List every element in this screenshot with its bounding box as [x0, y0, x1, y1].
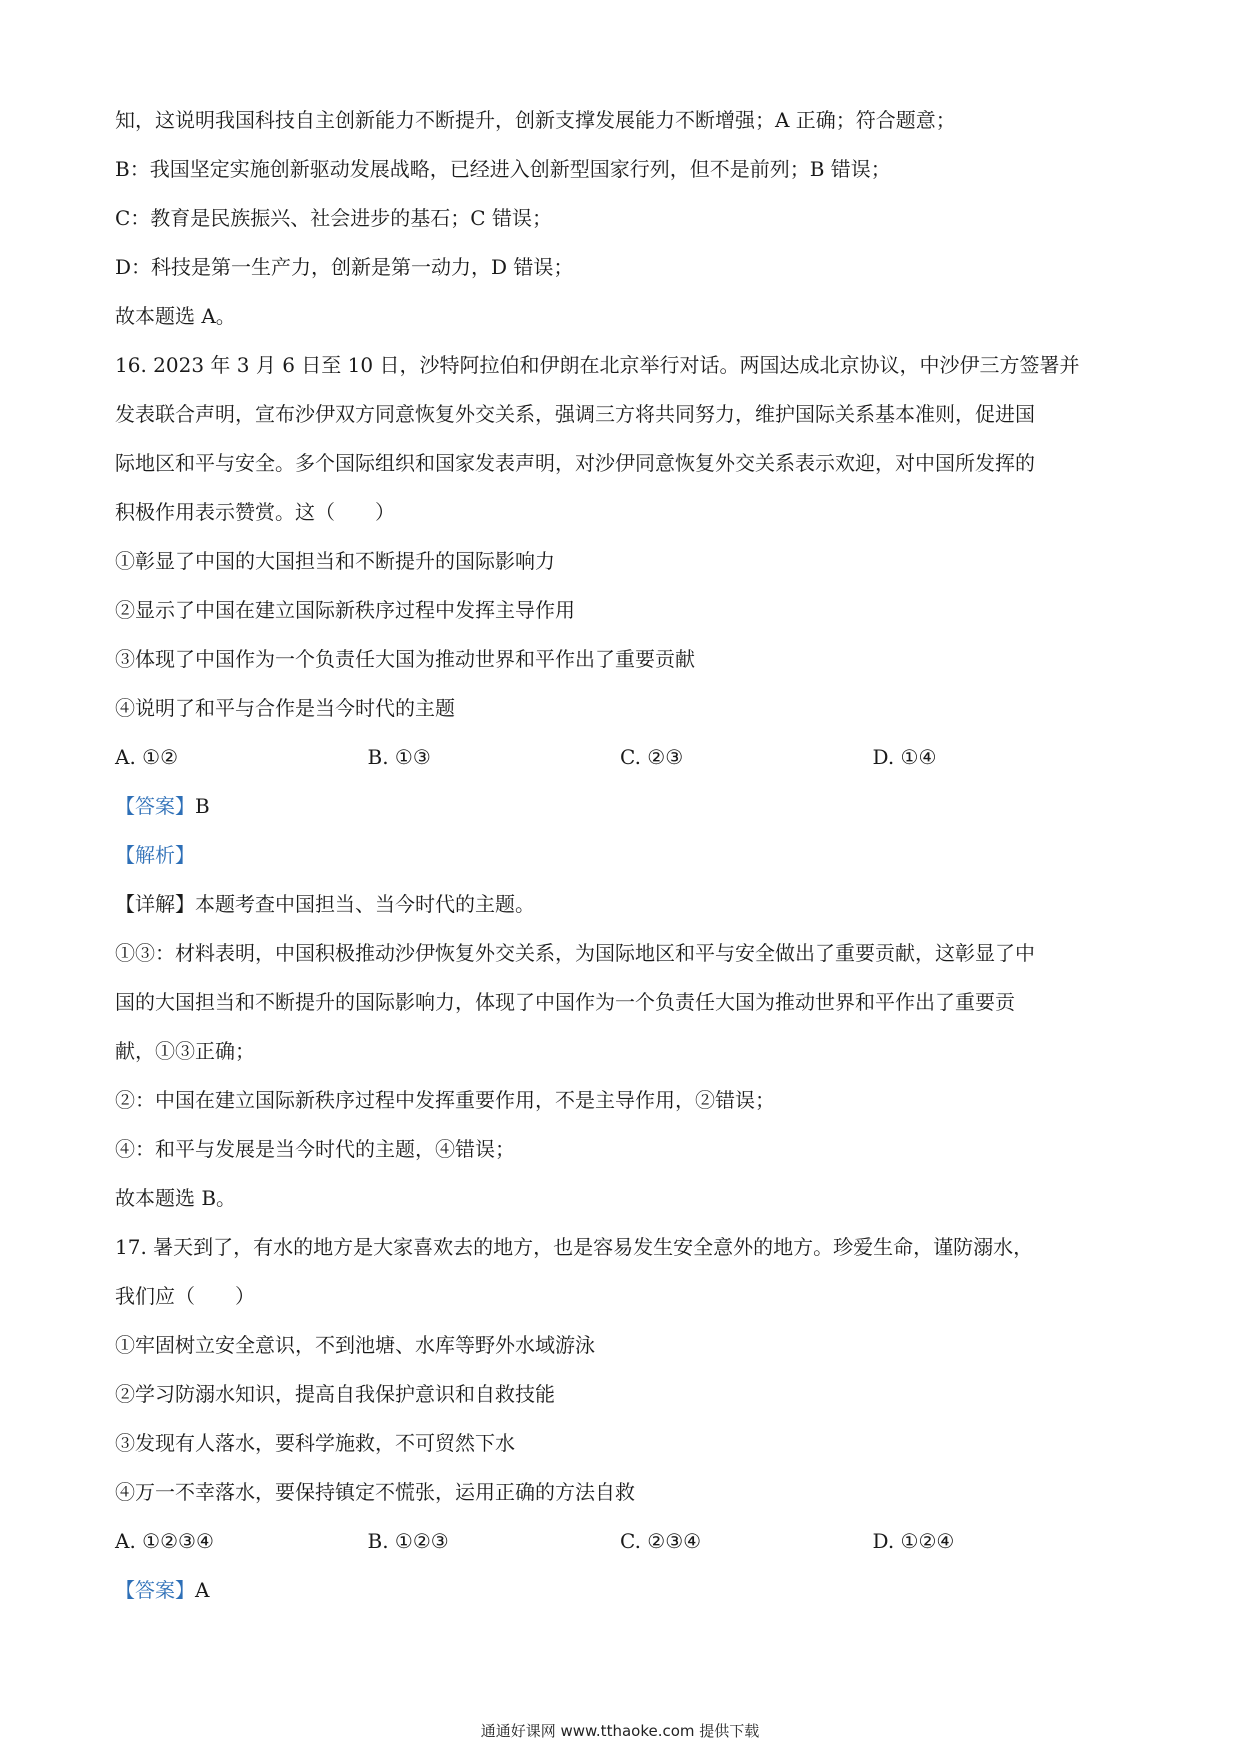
q16-statement: ④说明了和平与合作是当今时代的主题: [115, 696, 455, 720]
page-footer: 通通好课网 www.tthaoke.com 提供下载: [480, 1722, 760, 1740]
answer-tag: 【答案】: [115, 1578, 195, 1602]
q16-stem-line: 积极作用表示赞赏。这（ ）: [115, 500, 395, 524]
q17-statement: ④万一不幸落水，要保持镇定不慌张，运用正确的方法自救: [115, 1480, 635, 1504]
answer-tag: 【答案】: [115, 794, 195, 818]
q16-stem-line: 16. 2023 年 3 月 6 日至 10 日，沙特阿拉伯和伊朗在北京举行对话。两国达成北京协议，中沙伊三方签署并: [115, 353, 1080, 377]
q16-explain-line: ④：和平与发展是当今时代的主题，④错误；: [115, 1137, 515, 1161]
q15-analysis-line: D：科技是第一生产力，创新是第一动力，D 错误；: [115, 255, 574, 279]
q16-explain-line: 献，①③正确；: [115, 1039, 255, 1063]
q15-analysis-line: C：教育是民族振兴、社会进步的基石；C 错误；: [115, 206, 552, 230]
document-page: [115, 96, 1125, 1615]
q16-analysis-heading: [115, 831, 1125, 880]
q16-explain-line: 国的大国担当和不断提升的国际影响力，体现了中国作为一个负责任大国为推动世界和平作出了重要贡: [115, 990, 1015, 1014]
q16-explain-line: ②：中国在建立国际新秩序过程中发挥重要作用，不是主导作用，②错误；: [115, 1088, 775, 1112]
q16-explain-line: ①③：材料表明，中国积极推动沙伊恢复外交关系，为国际地区和平与安全做出了重要贡献，这彰显了中: [115, 941, 1035, 965]
q17-option-b: B. ①②③: [367, 1529, 449, 1553]
q16-statement: ③体现了中国作为一个负责任大国为推动世界和平作出了重要贡献: [115, 647, 695, 671]
answer-value: A: [195, 1578, 210, 1602]
q16-conclusion: 故本题选 B。: [115, 1186, 237, 1210]
q17-option-a: A. ①②③④: [115, 1529, 214, 1553]
q16-stem-line: 发表联合声明，宣布沙伊双方同意恢复外交关系，强调三方将共同努力，维护国际关系基本准则，促进国: [115, 402, 1035, 426]
q17-statement: ①牢固树立安全意识，不到池塘、水库等野外水域游泳: [115, 1333, 595, 1357]
q15-conclusion: 故本题选 A。: [115, 304, 236, 328]
q15-analysis-line: 知，这说明我国科技自主创新能力不断提升，创新支撑发展能力不断增强；A 正确；符合题意；: [115, 108, 956, 132]
detail-tag: 【详解】: [115, 892, 195, 916]
q17-option-c: C. ②③④: [620, 1529, 702, 1553]
q16-option-c: C. ②③: [620, 745, 684, 769]
q17-option-d: D. ①②④: [872, 1529, 955, 1553]
q17-stem-line: 我们应（ ）: [115, 1284, 255, 1308]
q17-stem-line: 17. 暑天到了，有水的地方是大家喜欢去的地方，也是容易发生安全意外的地方。珍爱生命，谨防溺水，: [115, 1235, 1034, 1259]
q16-statement: ①彰显了中国的大国担当和不断提升的国际影响力: [115, 549, 555, 573]
analysis-tag: 【解析】: [115, 843, 195, 867]
q16-options: [115, 733, 1125, 782]
q16-detail: [115, 880, 1125, 929]
q16-option-a: A. ①②: [115, 745, 179, 769]
answer-value: B: [195, 794, 210, 818]
q16-answer: [115, 782, 1125, 831]
q17-options: [115, 1517, 1125, 1566]
q17-statement: ②学习防溺水知识，提高自我保护意识和自救技能: [115, 1382, 555, 1406]
detail-text: 本题考查中国担当、当今时代的主题。: [195, 892, 535, 916]
q16-statement: ②显示了中国在建立国际新秩序过程中发挥主导作用: [115, 598, 575, 622]
q16-option-b: B. ①③: [367, 745, 431, 769]
q16-option-d: D. ①④: [872, 745, 937, 769]
q17-statement: ③发现有人落水，要科学施救，不可贸然下水: [115, 1431, 515, 1455]
q15-analysis-line: B：我国坚定实施创新驱动发展战略，已经进入创新型国家行列，但不是前列；B 错误；: [115, 157, 891, 181]
q17-answer: [115, 1566, 1125, 1615]
q16-stem-line: 际地区和平与安全。多个国际组织和国家发表声明，对沙伊同意恢复外交关系表示欢迎，对中国所发挥的: [115, 451, 1035, 475]
